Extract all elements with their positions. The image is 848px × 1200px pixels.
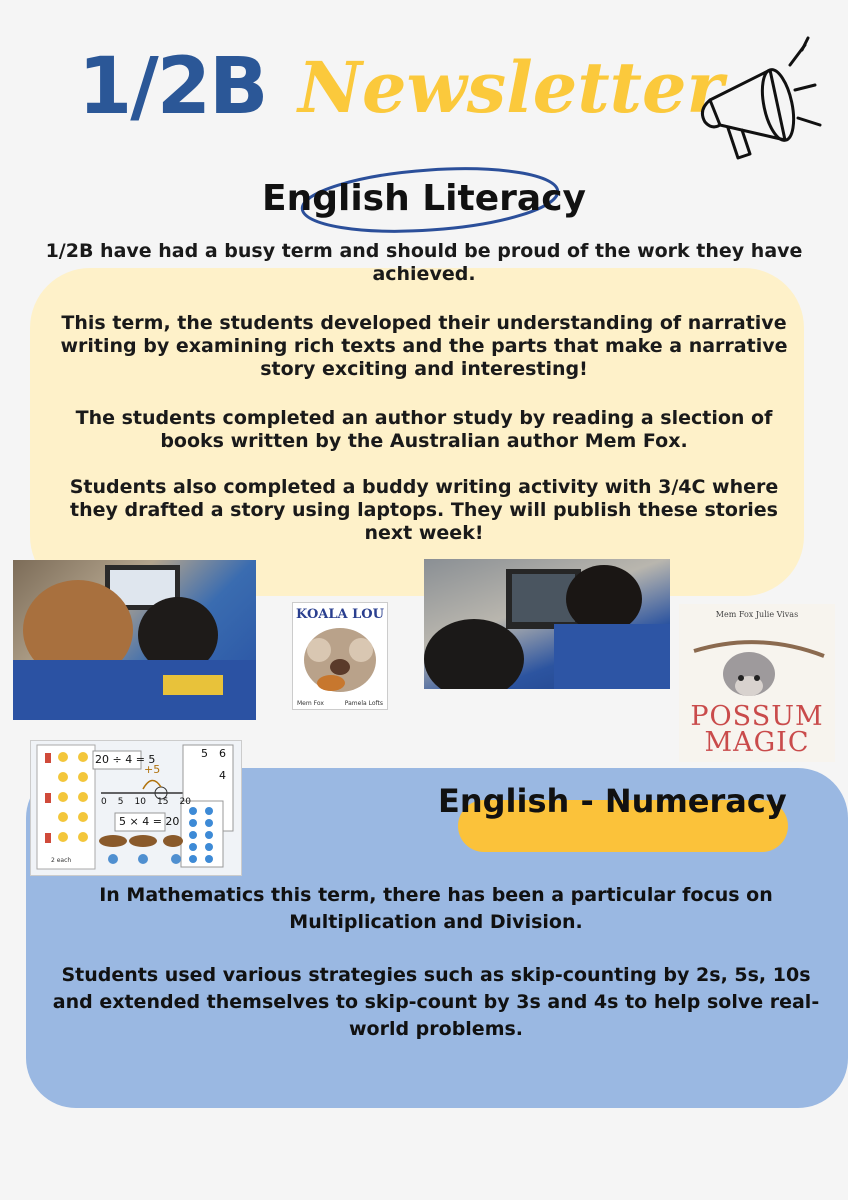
students-laptop-photo-1: [13, 560, 256, 720]
numeracy-paragraph-1: In Mathematics this term, there has been a particular focus on Multiplication and Division.: [99, 884, 773, 933]
numeracy-heading: English - Numeracy: [438, 782, 787, 820]
koala-lou-illustrator: Pamela Lofts: [344, 700, 383, 707]
possum-magic-book-cover: [679, 604, 835, 762]
literacy-heading: English Literacy: [261, 178, 587, 219]
koala-lou-author: Mem Fox: [297, 700, 324, 707]
mult-digit-c: 4: [219, 769, 226, 782]
multiplication-worksheet-image: [30, 740, 242, 876]
numeracy-paragraph-2: Students used various strategies such as skip-counting by 2s, 5s, 10s and extended themselves to skip-count by 3s and 4s to help solve real-world problems.: [52, 964, 820, 1040]
students-laptop-photo-2: [424, 559, 670, 689]
multiplication-equation: 5 × 4 = 20: [119, 815, 180, 828]
koala-lou-book-cover: [292, 602, 388, 710]
possum-magic-title: POSSUM MAGIC: [690, 701, 824, 758]
number-line-tick: 5: [117, 797, 124, 807]
mult-digit-b: 6: [219, 747, 226, 760]
koala-lou-title: KOALA LOU: [296, 607, 384, 622]
plus-five-label: +5: [144, 763, 161, 776]
literacy-intro: 1/2B have had a busy term and should be proud of the work they have achieved.: [45, 240, 803, 285]
division-equation: 20 ÷ 4 = 5: [95, 753, 156, 766]
mult-digit-a: 5: [201, 747, 208, 760]
number-line-tick: 20: [179, 797, 191, 807]
number-line-tick: 0: [101, 797, 107, 807]
literacy-paragraph-2: The students completed an author study by reading a slection of books written by the Australian author Mem Fox.: [75, 407, 773, 452]
newsletter-title-word: Newsletter: [298, 46, 724, 129]
newsletter-class-title: 1/2B: [78, 42, 267, 132]
literacy-paragraph-1: This term, the students developed their understanding of narrative writing by examining rich texts and the parts that make a narrative story exciting and interesting!: [60, 312, 788, 380]
megaphone-icon: [690, 30, 840, 170]
possum-magic-authors: Mem Fox Julie Vivas: [715, 610, 799, 619]
number-line-tick: 15: [157, 797, 169, 807]
each-label: 2 each: [51, 857, 72, 864]
literacy-paragraph-3: Students also completed a buddy writing activity with 3/4C where they drafted a story using laptops. They will publish these stories next week!: [69, 476, 779, 544]
number-line-tick: 10: [134, 797, 146, 807]
